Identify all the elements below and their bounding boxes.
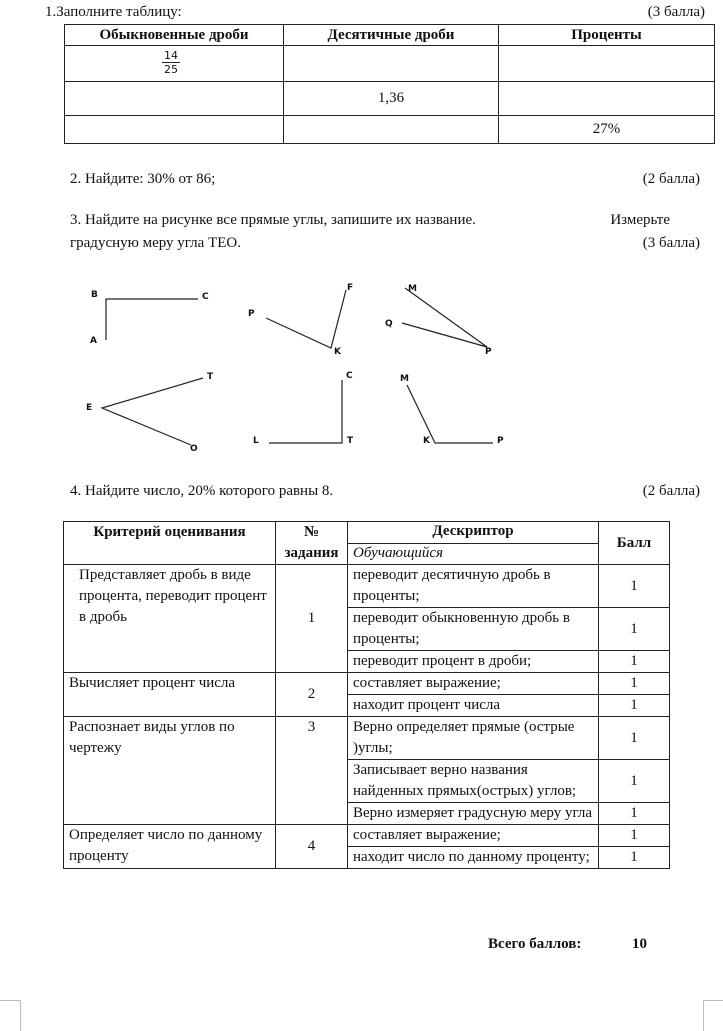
page-corner-right xyxy=(703,1000,723,1031)
cell-percent: 27% xyxy=(499,116,715,144)
descriptor-1a: переводит десятичную дробь в проценты; xyxy=(348,565,599,608)
angle-mkp xyxy=(407,385,493,443)
task4 xyxy=(70,483,700,503)
score-1b: 1 xyxy=(599,608,670,651)
col-header-decimals: Десятичные дроби xyxy=(284,25,499,46)
label-k: K xyxy=(334,347,341,357)
cell-empty[interactable] xyxy=(65,116,284,144)
descriptor-3c: Верно измеряет градусную меру угла xyxy=(348,803,599,825)
label-c: C xyxy=(202,292,209,302)
task-num-3: 3 xyxy=(276,717,348,825)
cell-decimal: 1,36 xyxy=(284,82,499,116)
descriptor-1b: переводит обыкновенную дробь в проценты; xyxy=(348,608,599,651)
task-num-1: 1 xyxy=(276,565,348,673)
task3-line1 xyxy=(70,212,700,232)
fraction-14-25 xyxy=(162,49,180,76)
rubric-header-descriptor: Дескриптор xyxy=(348,522,599,544)
label-m: M xyxy=(400,374,409,384)
label-c: C xyxy=(346,371,353,381)
cell-empty[interactable] xyxy=(284,46,499,82)
score-4a: 1 xyxy=(599,825,670,847)
label-m: M xyxy=(408,284,417,294)
total-value: 10 xyxy=(632,936,647,952)
task4-points: (2 балла) xyxy=(642,483,700,499)
task3-text-2: градусную меру угла TEO. xyxy=(70,235,241,251)
label-t: T xyxy=(207,372,214,382)
label-p: P xyxy=(485,347,492,357)
cell-empty[interactable] xyxy=(499,46,715,82)
criterion-2: Вычисляет процент числа xyxy=(64,673,276,717)
task3-measure: Измерьте xyxy=(610,212,670,228)
rubric-header-task-num: № задания xyxy=(276,522,348,565)
col-header-fractions: Обыкновенные дроби xyxy=(65,25,284,46)
descriptor-2b: находит процент числа xyxy=(348,695,599,717)
fraction-numerator: 14 xyxy=(164,49,178,62)
task2-points: (2 балла) xyxy=(642,171,700,187)
task-num-4: 4 xyxy=(276,825,348,869)
score-2b: 1 xyxy=(599,695,670,717)
score-2a: 1 xyxy=(599,673,670,695)
angle-lct xyxy=(269,380,342,443)
col-header-percents: Проценты xyxy=(499,25,715,46)
total-score xyxy=(488,936,668,953)
angle-teo xyxy=(102,378,203,445)
fraction-denominator: 25 xyxy=(164,63,178,76)
page-corner-left xyxy=(0,1000,21,1031)
score-3b: 1 xyxy=(599,760,670,803)
descriptor-2a: составляет выражение; xyxy=(348,673,599,695)
criterion-3: Распознает виды углов по чертежу xyxy=(64,717,276,825)
angles-figure xyxy=(70,270,530,465)
cell-fraction xyxy=(65,46,284,82)
angle-pkf xyxy=(266,290,346,348)
label-l: L xyxy=(253,436,259,446)
cell-empty[interactable] xyxy=(499,82,715,116)
task1-header xyxy=(45,4,705,22)
total-label: Всего баллов: xyxy=(488,936,582,952)
task3-text: 3. Найдите на рисунке все прямые углы, запишите их название. xyxy=(70,212,476,228)
descriptor-4b: находит число по данному проценту; xyxy=(348,847,599,869)
rubric-header-criterion: Критерий оценивания xyxy=(64,522,276,565)
task1-title: 1.Заполните таблицу: xyxy=(45,4,182,20)
descriptor-1c: переводит процент в дроби; xyxy=(348,651,599,673)
task3-points: (3 балла) xyxy=(642,235,700,251)
angle-abc xyxy=(106,299,198,340)
label-f: F xyxy=(347,283,354,293)
criterion-4: Определяет число по данному проценту xyxy=(64,825,276,869)
rubric-header-learner: Обучающийся xyxy=(348,543,599,565)
task3-line2 xyxy=(70,235,700,255)
task2 xyxy=(70,171,700,191)
label-k: K xyxy=(423,436,430,446)
task1-points: (3 балла) xyxy=(647,4,705,20)
task-num-2: 2 xyxy=(276,673,348,717)
score-1a: 1 xyxy=(599,565,670,608)
angle-mpq xyxy=(402,288,487,347)
label-p: P xyxy=(497,436,504,446)
rubric-header-score: Балл xyxy=(599,522,670,565)
score-1c: 1 xyxy=(599,651,670,673)
label-q: Q xyxy=(385,319,393,329)
task2-text: 2. Найдите: 30% от 86; xyxy=(70,171,216,187)
rubric-table xyxy=(63,521,670,869)
descriptor-4a: составляет выражение; xyxy=(348,825,599,847)
criterion-1: Представляет дробь в виде процента, переводит процент в дробь xyxy=(64,565,276,673)
descriptor-3a: Верно определяет прямые (острые )углы; xyxy=(348,717,599,760)
descriptor-3b: Записывает верно названия найденных прямых(острых) углов; xyxy=(348,760,599,803)
label-t: T xyxy=(347,436,354,446)
label-p: P xyxy=(248,309,255,319)
label-o: O xyxy=(190,444,198,454)
score-3c: 1 xyxy=(599,803,670,825)
fractions-table xyxy=(64,24,715,144)
score-3a: 1 xyxy=(599,717,670,760)
label-a: A xyxy=(90,336,97,346)
label-b: B xyxy=(91,290,98,300)
score-4b: 1 xyxy=(599,847,670,869)
cell-empty[interactable] xyxy=(284,116,499,144)
label-e: E xyxy=(86,403,93,413)
task4-text: 4. Найдите число, 20% которого равны 8. xyxy=(70,483,334,499)
cell-empty[interactable] xyxy=(65,82,284,116)
